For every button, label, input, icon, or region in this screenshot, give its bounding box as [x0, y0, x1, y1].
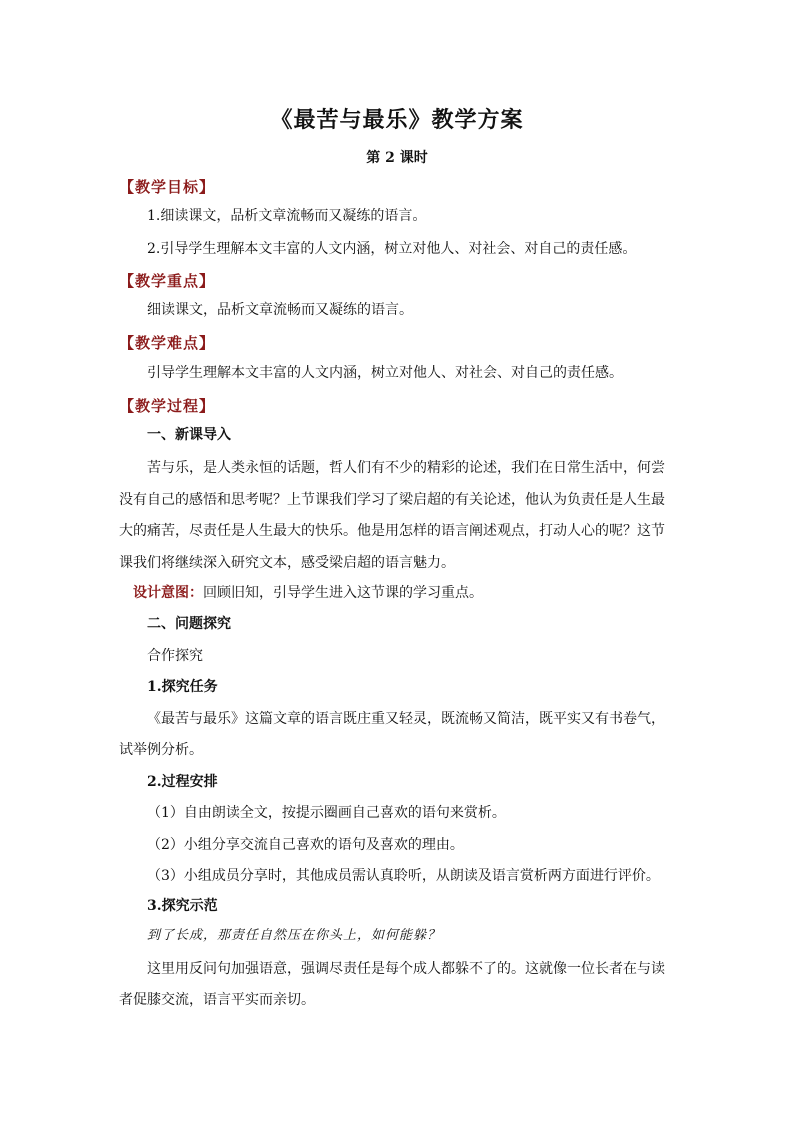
intro-para-line: 没有自己的感悟和思考呢？上节课我们学习了梁启超的有关论述，他认为负责任是人生最: [119, 492, 665, 508]
document-title: 《最苦与最乐》教学方案: [270, 107, 524, 133]
process-heading: 【教学过程】: [119, 397, 216, 415]
section1-title: 一、新课导入: [147, 427, 231, 443]
design-intent: [133, 583, 483, 603]
analysis-line: 这里用反问句加强语意，强调尽责任是每个成人都躲不了的。这就像一位长者在与读: [147, 961, 665, 977]
cooperative-inquiry: 合作探究: [147, 648, 203, 664]
key-points-text: 细读课文，品析文章流畅而又凝练的语言。: [147, 302, 413, 318]
task-title: 1.探究任务: [147, 679, 218, 695]
lesson-number: 第 2 课时: [366, 150, 428, 166]
arrange-item: （1）自由朗读全文，按提示圈画自己喜欢的语句来赏析。: [147, 805, 506, 821]
difficulties-text: 引导学生理解本文丰富的人文内涵，树立对他人、对社会、对自己的责任感。: [147, 365, 623, 381]
task-line: 《最苦与最乐》这篇文章的语言既庄重又轻灵，既流畅又简洁，既平实又有书卷气，: [147, 711, 665, 727]
demo-quote: 到了长成，那责任自然压在你头上，如何能躲？: [147, 928, 442, 943]
goal-item-2: 2.引导学生理解本文丰富的人文内涵，树立对他人、对社会、对自己的责任感。: [147, 241, 637, 257]
arrange-item: （2）小组分享交流自己喜欢的语句及喜欢的理由。: [147, 837, 464, 853]
key-points-heading: 【教学重点】: [119, 272, 216, 290]
intro-para-line: 大的痛苦，尽责任是人生最大的快乐。他是用怎样的语言阐述观点，打动人心的呢？这节: [119, 523, 665, 539]
design-intent-text: 回顾旧知，引导学生进入这节课的学习重点。: [203, 585, 483, 601]
task-line: 试举例分析。: [119, 742, 203, 758]
analysis-line: 者促膝交流，语言平实而亲切。: [119, 992, 315, 1008]
section2-title: 二、问题探究: [147, 616, 231, 632]
design-intent-label: 设计意图：: [133, 585, 203, 601]
goals-heading: 【教学目标】: [119, 178, 216, 196]
demo-title: 3.探究示范: [147, 898, 218, 914]
goal-item-1: 1.细读课文，品析文章流畅而又凝练的语言。: [147, 208, 427, 224]
intro-para-line: 课我们将继续深入研究文本，感受梁启超的语言魅力。: [119, 555, 455, 571]
arrange-title: 2.过程安排: [147, 774, 218, 790]
intro-para-line: 苦与乐，是人类永恒的话题，哲人们有不少的精彩的论述，我们在日常生活中，何尝: [147, 460, 665, 476]
difficulties-heading: 【教学难点】: [119, 334, 216, 352]
arrange-item: （3）小组成员分享时，其他成员需认真聆听，从朗读及语言赏析两方面进行评价。: [147, 868, 660, 884]
